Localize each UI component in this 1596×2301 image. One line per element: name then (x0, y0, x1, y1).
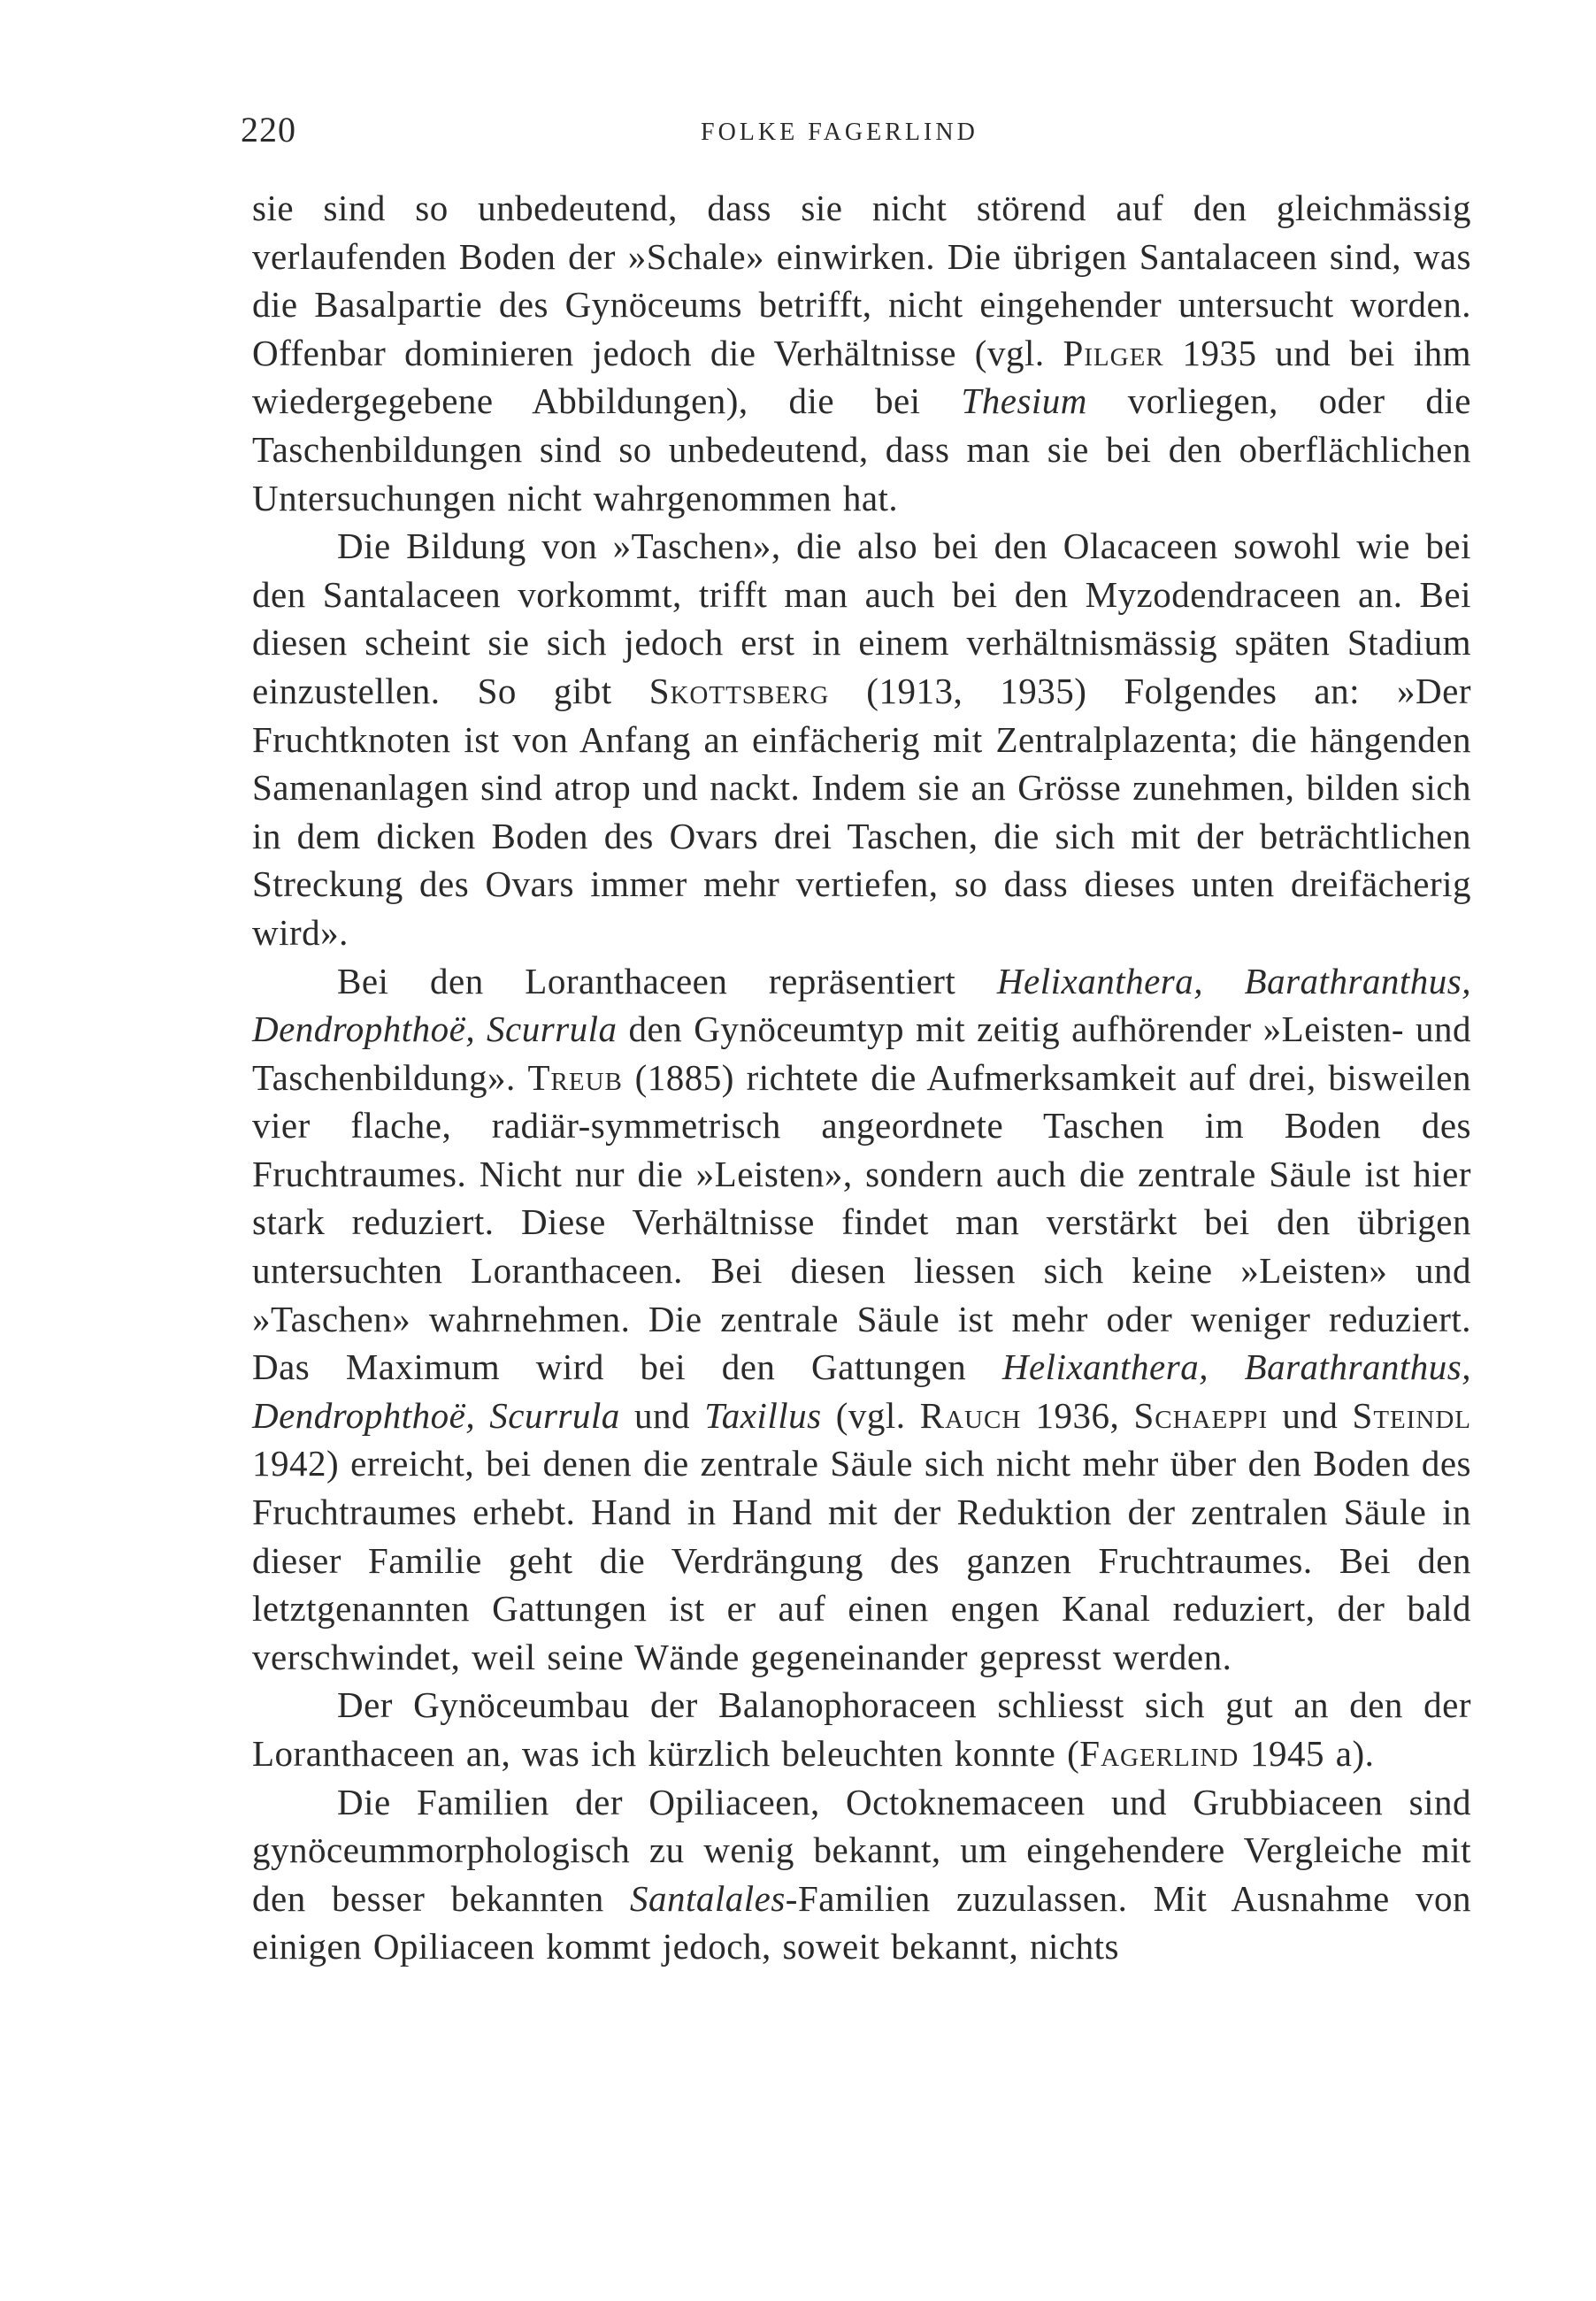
text-run: (1913, 1935) Folgendes an: »Der Fruchtknoten ist von Anfang an einfächerig mit Zentralplazenta; die hängenden Samenanlagen sind atrop und nackt. Indem sie an Grösse zunehmen, bilden sich in dem dicken Boden des Ovars drei Taschen, die sich mit der beträchtlichen Streckung des Ovars immer mehr vertiefen, so dass dieses unten dreifächerig wird». (252, 670, 1471, 953)
taxon-name: Helixanthera, Barathranthus, Dendrophthoë, Scurrula (252, 1346, 1471, 1436)
paragraph-2 (252, 522, 1471, 956)
text-run: den Gynöceumtyp mit zeitig aufhörender »Leisten- und Taschenbildung». (252, 1009, 1471, 1098)
paragraph-1 (252, 184, 1471, 522)
text-run: Der Gynöceumbau der Balanophoraceen schliesst sich gut an den der Loranthaceen an, was ich kürzlich beleuchten konnte ( (252, 1684, 1471, 1774)
taxon-name: Taxillus (704, 1394, 822, 1436)
text-run: 1935 und bei ihm wiedergegebene Abbildungen), die bei (252, 332, 1471, 422)
page-number: 220 (241, 110, 296, 150)
taxon-name: Thesium (961, 380, 1087, 422)
author-name: Rauch (919, 1394, 1022, 1436)
text-run: 1936, (1021, 1394, 1134, 1436)
author-name: Skottsberg (648, 670, 830, 711)
text-run: Die Bildung von »Taschen», die also bei den Olacaceen sowohl wie bei den Santalaceen vorkommt, trifft man auch bei den Myzodendraceen an. Bei diesen scheint sie sich jedoch erst in einem verhältnismässig späten Stadium einzustellen. So gibt (252, 525, 1471, 711)
text-run: und (619, 1394, 705, 1436)
text-run: Die Familien der Opiliaceen, Octoknemaceen und Grubbiaceen sind gynöceummorphologisch zu wenig bekannt, um eingehendere Vergleiche mit den besser bekannten (252, 1781, 1471, 1919)
text-run: sie sind so unbedeutend, dass sie nicht störend auf den gleichmässig verlaufenden Boden der »Schale» einwirken. Die übrigen Santalaceen sind, was die Basalpartie des Gynöceums betrifft, nicht eingehender untersucht worden. Offenbar dominieren jedoch die Verhältnisse (vgl. (252, 188, 1471, 373)
text-run: vorliegen, oder die Taschenbildungen sind so unbedeutend, dass man sie bei den oberflächlichen Untersuchungen nicht wahrgenommen hat. (252, 380, 1471, 518)
author-name: Treub (527, 1056, 623, 1098)
text-run: 1945 a). (1239, 1733, 1375, 1774)
author-name: Fagerlind (1079, 1733, 1239, 1774)
paragraph-5 (252, 1778, 1471, 1971)
author-name: Pilger (1063, 332, 1164, 373)
author-name: Schaeppi (1133, 1394, 1269, 1436)
text-run: und (1268, 1394, 1353, 1436)
running-head: FOLKE FAGERLIND (701, 119, 978, 146)
text-run: -Familien zuzulassen. Mit Ausnahme von einigen Opiliaceen kommt jedoch, soweit bekannt, nichts (252, 1877, 1471, 1967)
body-text (252, 184, 1471, 1971)
paragraph-4 (252, 1681, 1471, 1777)
text-run: (vgl. (821, 1394, 920, 1436)
taxon-name: Helixanthera, Barathranthus, Dendrophthoë, Scurrula (252, 960, 1472, 1050)
text-run: Bei den Loranthaceen repräsentiert (337, 960, 997, 1001)
author-name: Steindl (1352, 1394, 1472, 1436)
text-run: 1942) erreicht, bei denen die zentrale Säule sich nicht mehr über den Boden des Fruchtraumes erhebt. Hand in Hand mit der Reduktion der zentralen Säule in dieser Familie geht die Verdrängung des ganzen Fruchtraumes. Bei den letztgenannten Gattungen ist er auf einen engen Kanal reduziert, der bald verschwindet, weil seine Wände gegeneinander gepresst werden. (252, 1443, 1471, 1677)
paragraph-3 (252, 957, 1471, 1682)
text-run: (1885) richtete die Aufmerksamkeit auf drei, bisweilen vier flache, radiär-symmetrisch angeordnete Taschen im Boden des Fruchtraumes. Nicht nur die »Leisten», sondern auch die zentrale Säule ist hier stark reduziert. Diese Verhältnisse findet man verstärkt bei den übrigen untersuchten Loranthaceen. Bei diesen liessen sich keine »Leisten» und »Taschen» wahrnehmen. Die zentrale Säule ist mehr oder weniger reduziert. Das Maximum wird bei den Gattungen (252, 1056, 1472, 1388)
taxon-name: Santalales (629, 1877, 786, 1919)
